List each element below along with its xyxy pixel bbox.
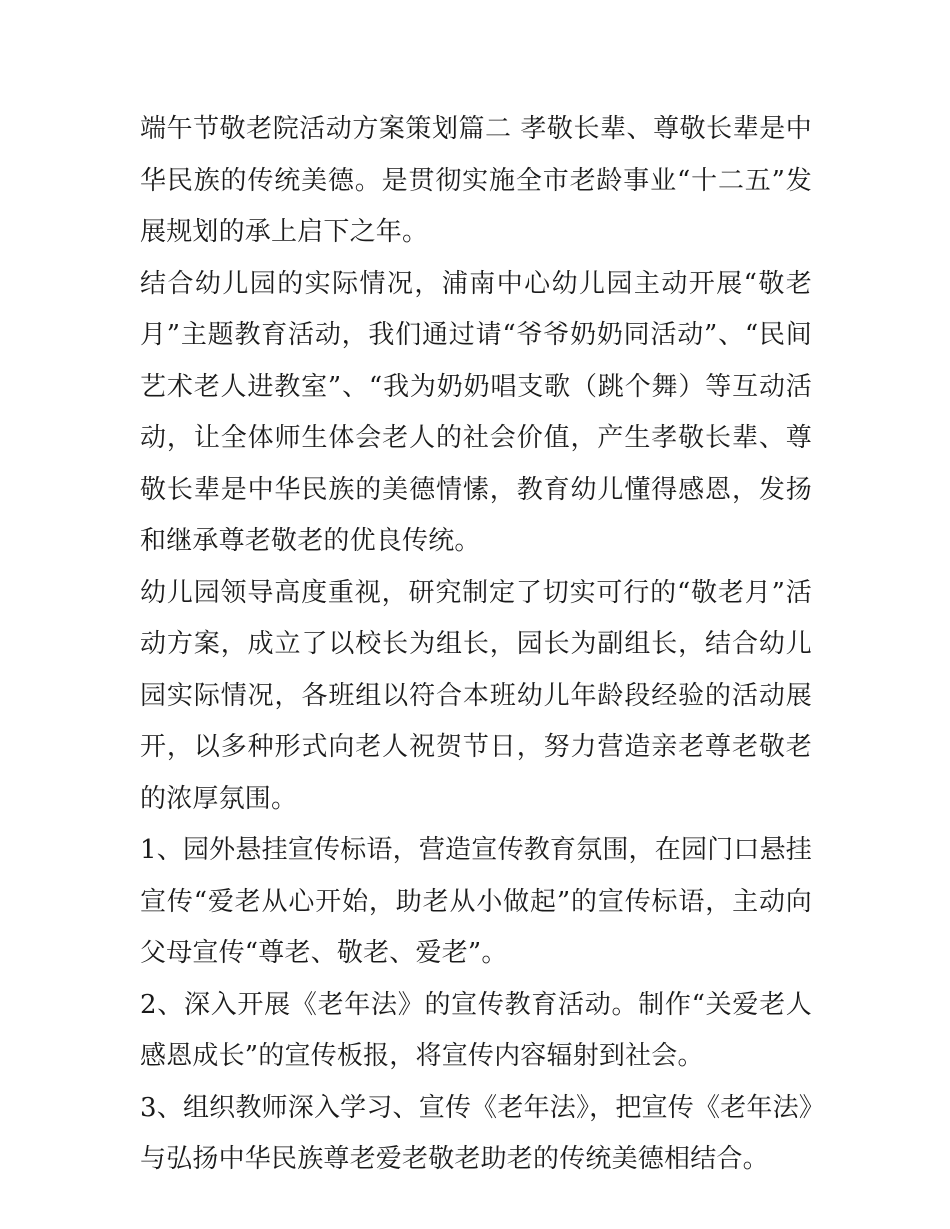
document-body [140, 104, 812, 1186]
paragraph-item-3: 3、组织教师深入学习、宣传《老年法》，把宣传《老年法》与弘扬中华民族尊老爱老敬老助老的传统美德相结合。 [140, 1092, 812, 1174]
paragraph-context: 结合幼儿园的实际情况，浦南中心幼儿园主动开展“敬老月”主题教育活动，我们通过请“爷爷奶奶同活动”、“民间艺术老人进教室”、“我为奶奶唱支歌（跳个舞）等互动活动，让全体师生体会老人的社会价值，产生孝敬长辈、尊敬长辈是中华民族的美德情愫，教育幼儿懂得感恩，发扬和继承尊老敬老的优良传统。 [140, 268, 812, 556]
paragraph-item-2: 2、深入开展《老年法》的宣传教育活动。制作“关爱老人 感恩成长”的宣传板报，将宣传内容辐射到社会。 [140, 989, 812, 1071]
paragraph-intro: 端午节敬老院活动方案策划篇二 孝敬长辈、尊敬长辈是中华民族的传统美德。是贯彻实施全市老龄事业“十二五”发展规划的承上启下之年。 [140, 114, 812, 247]
paragraph-leadership: 幼儿园领导高度重视，研究制定了切实可行的“敬老月”活动方案，成立了以校长为组长，园长为副组长，结合幼儿园实际情况，各班组以符合本班幼儿年龄段经验的活动展开，以多种形式向老人祝贺节日，努力营造亲老尊老敬老的浓厚氛围。 [140, 577, 812, 814]
paragraph-item-1: 1、园外悬挂宣传标语，营造宣传教育氛围，在园门口悬挂宣传“爱老从心开始，助老从小做起”的宣传标语，主动向父母宣传“尊老、敬老、爱老”。 [140, 835, 812, 968]
